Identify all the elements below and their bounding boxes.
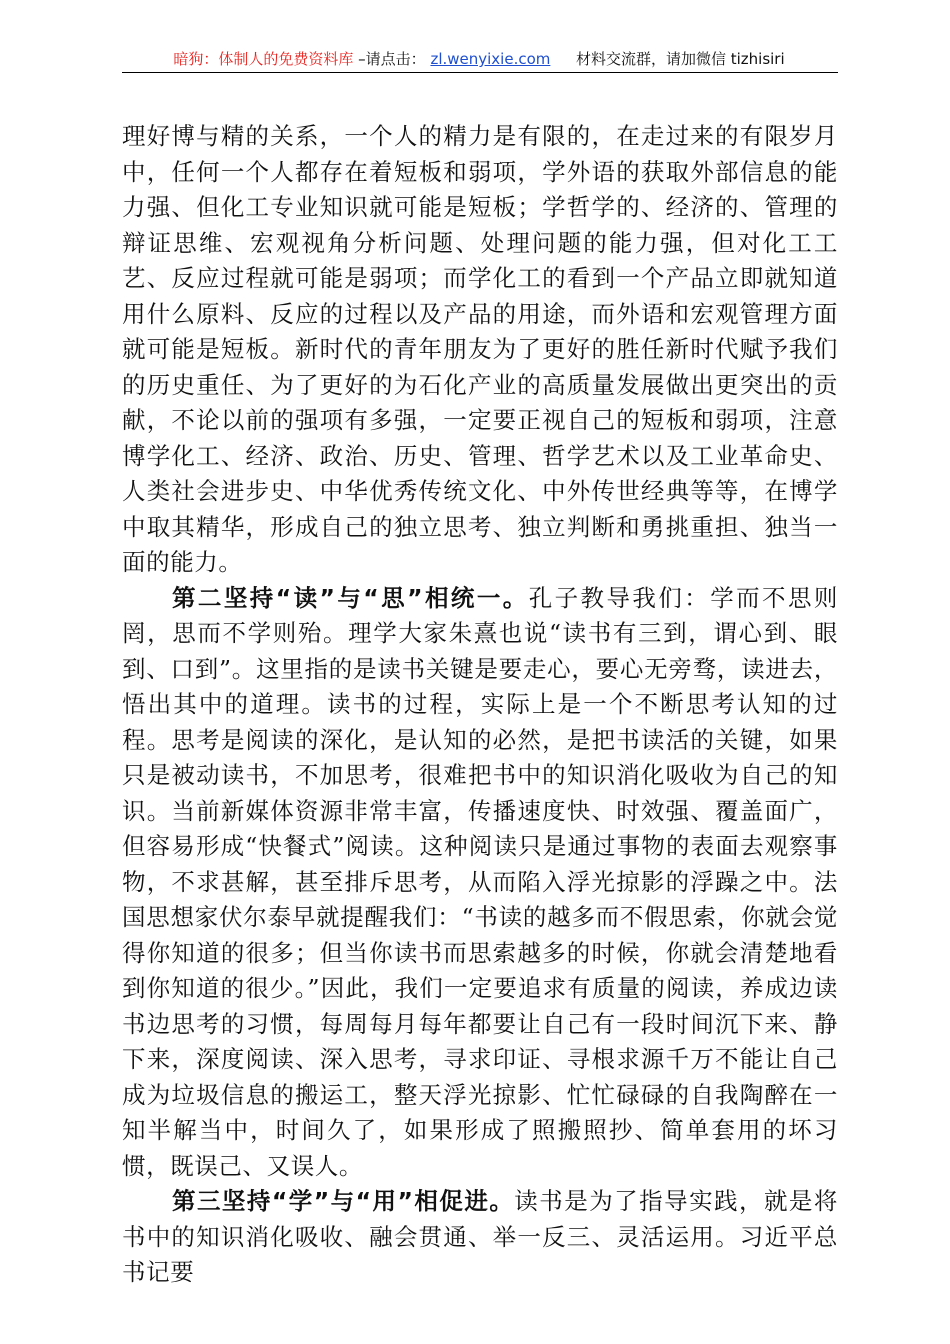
header-link[interactable]: zl.wenyixie.com: [430, 50, 551, 68]
paragraph-1: [122, 119, 838, 581]
paragraph-3: [122, 1184, 838, 1291]
paragraph-text: 读书是为了指导实践，就是将书中的知识消化吸收、融会贯通、举一反三、灵活运用。习近平总书记要: [122, 1187, 838, 1286]
paragraph-heading: 第二坚持“读”与“思”相统一。: [172, 583, 529, 612]
page-header: [122, 46, 836, 72]
paragraph-2: [122, 581, 838, 1185]
paragraph-text: 理好博与精的关系，一个人的精力是有限的，在走过来的有限岁月中，任何一个人都存在着短板和弱项，学外语的获取外部信息的能力强、但化工专业知识就可能是短板；学哲学的、经济的、管理的辩证思维、宏观视角分析问题、处理问题的能力强，但对化工工艺、反应过程就可能是弱项；而学化工的看到一个产品立即就知道用什么原料、反应的过程以及产品的用途，而外语和宏观管理方面就可能是短板。新时代的青年朋友为了更好的胜任新时代赋予我们的历史重任、为了更好的为石化产业的高质量发展做出更突出的贡献，不论以前的强项有多强，一定要正视自己的短板和弱项，注意博学化工、经济、政治、历史、管理、哲学艺术以及工业革命史、人类社会进步史、中华优秀传统文化、中外传世经典等等，在博学中取其精华，形成自己的独立思考、独立判断和勇挑重担、独当一面的能力。: [122, 122, 838, 576]
header-contact: 材料交流群，请加微信 tizhisiri: [575, 50, 785, 68]
paragraph-text: 孔子教导我们：学而不思则罔，思而不学则殆。理学大家朱熹也说“读书有三到，谓心到、眼到、口到”。这里指的是读书关键是要走心，要心无旁骛，读进去，悟出其中的道理。读书的过程，实际上是一个不断思考认知的过程。思考是阅读的深化，是认知的必然，是把书读活的关键，如果只是被动读书，不加思考，很难把书中的知识消化吸收为自己的知识。当前新媒体资源非常丰富，传播速度快、时效强、覆盖面广，但容易形成“快餐式”阅读。这种阅读只是通过事物的表面去观察事物，不求甚解，甚至排斥思考，从而陷入浮光掠影的浮躁之中。法国思想家伏尔泰早就提醒我们：“书读的越多而不假思索，你就会觉得你知道的很多；但当你读书而思索越多的时候，你就会清楚地看到你知道的很少。”因此，我们一定要追求有质量的阅读，养成边读书边思考的习惯，每周每月每年都要让自己有一段时间沉下来、静下来，深度阅读、深入思考，寻求印证、寻根求源千万不能让自己成为垃圾信息的搬运工，整天浮光掠影、忙忙碌碌的自我陶醉在一知半解当中，时间久了，如果形成了照搬照抄、简单套用的坏习惯，既误己、又误人。: [122, 583, 839, 1180]
paragraph-heading: 第三坚持“学”与“用”相促进。: [172, 1187, 515, 1215]
document-body: [122, 119, 838, 1291]
header-prompt: –请点击：: [358, 50, 426, 68]
header-divider: [122, 72, 838, 73]
header-brand: 暗狗：体制人的免费资料库: [173, 50, 354, 68]
